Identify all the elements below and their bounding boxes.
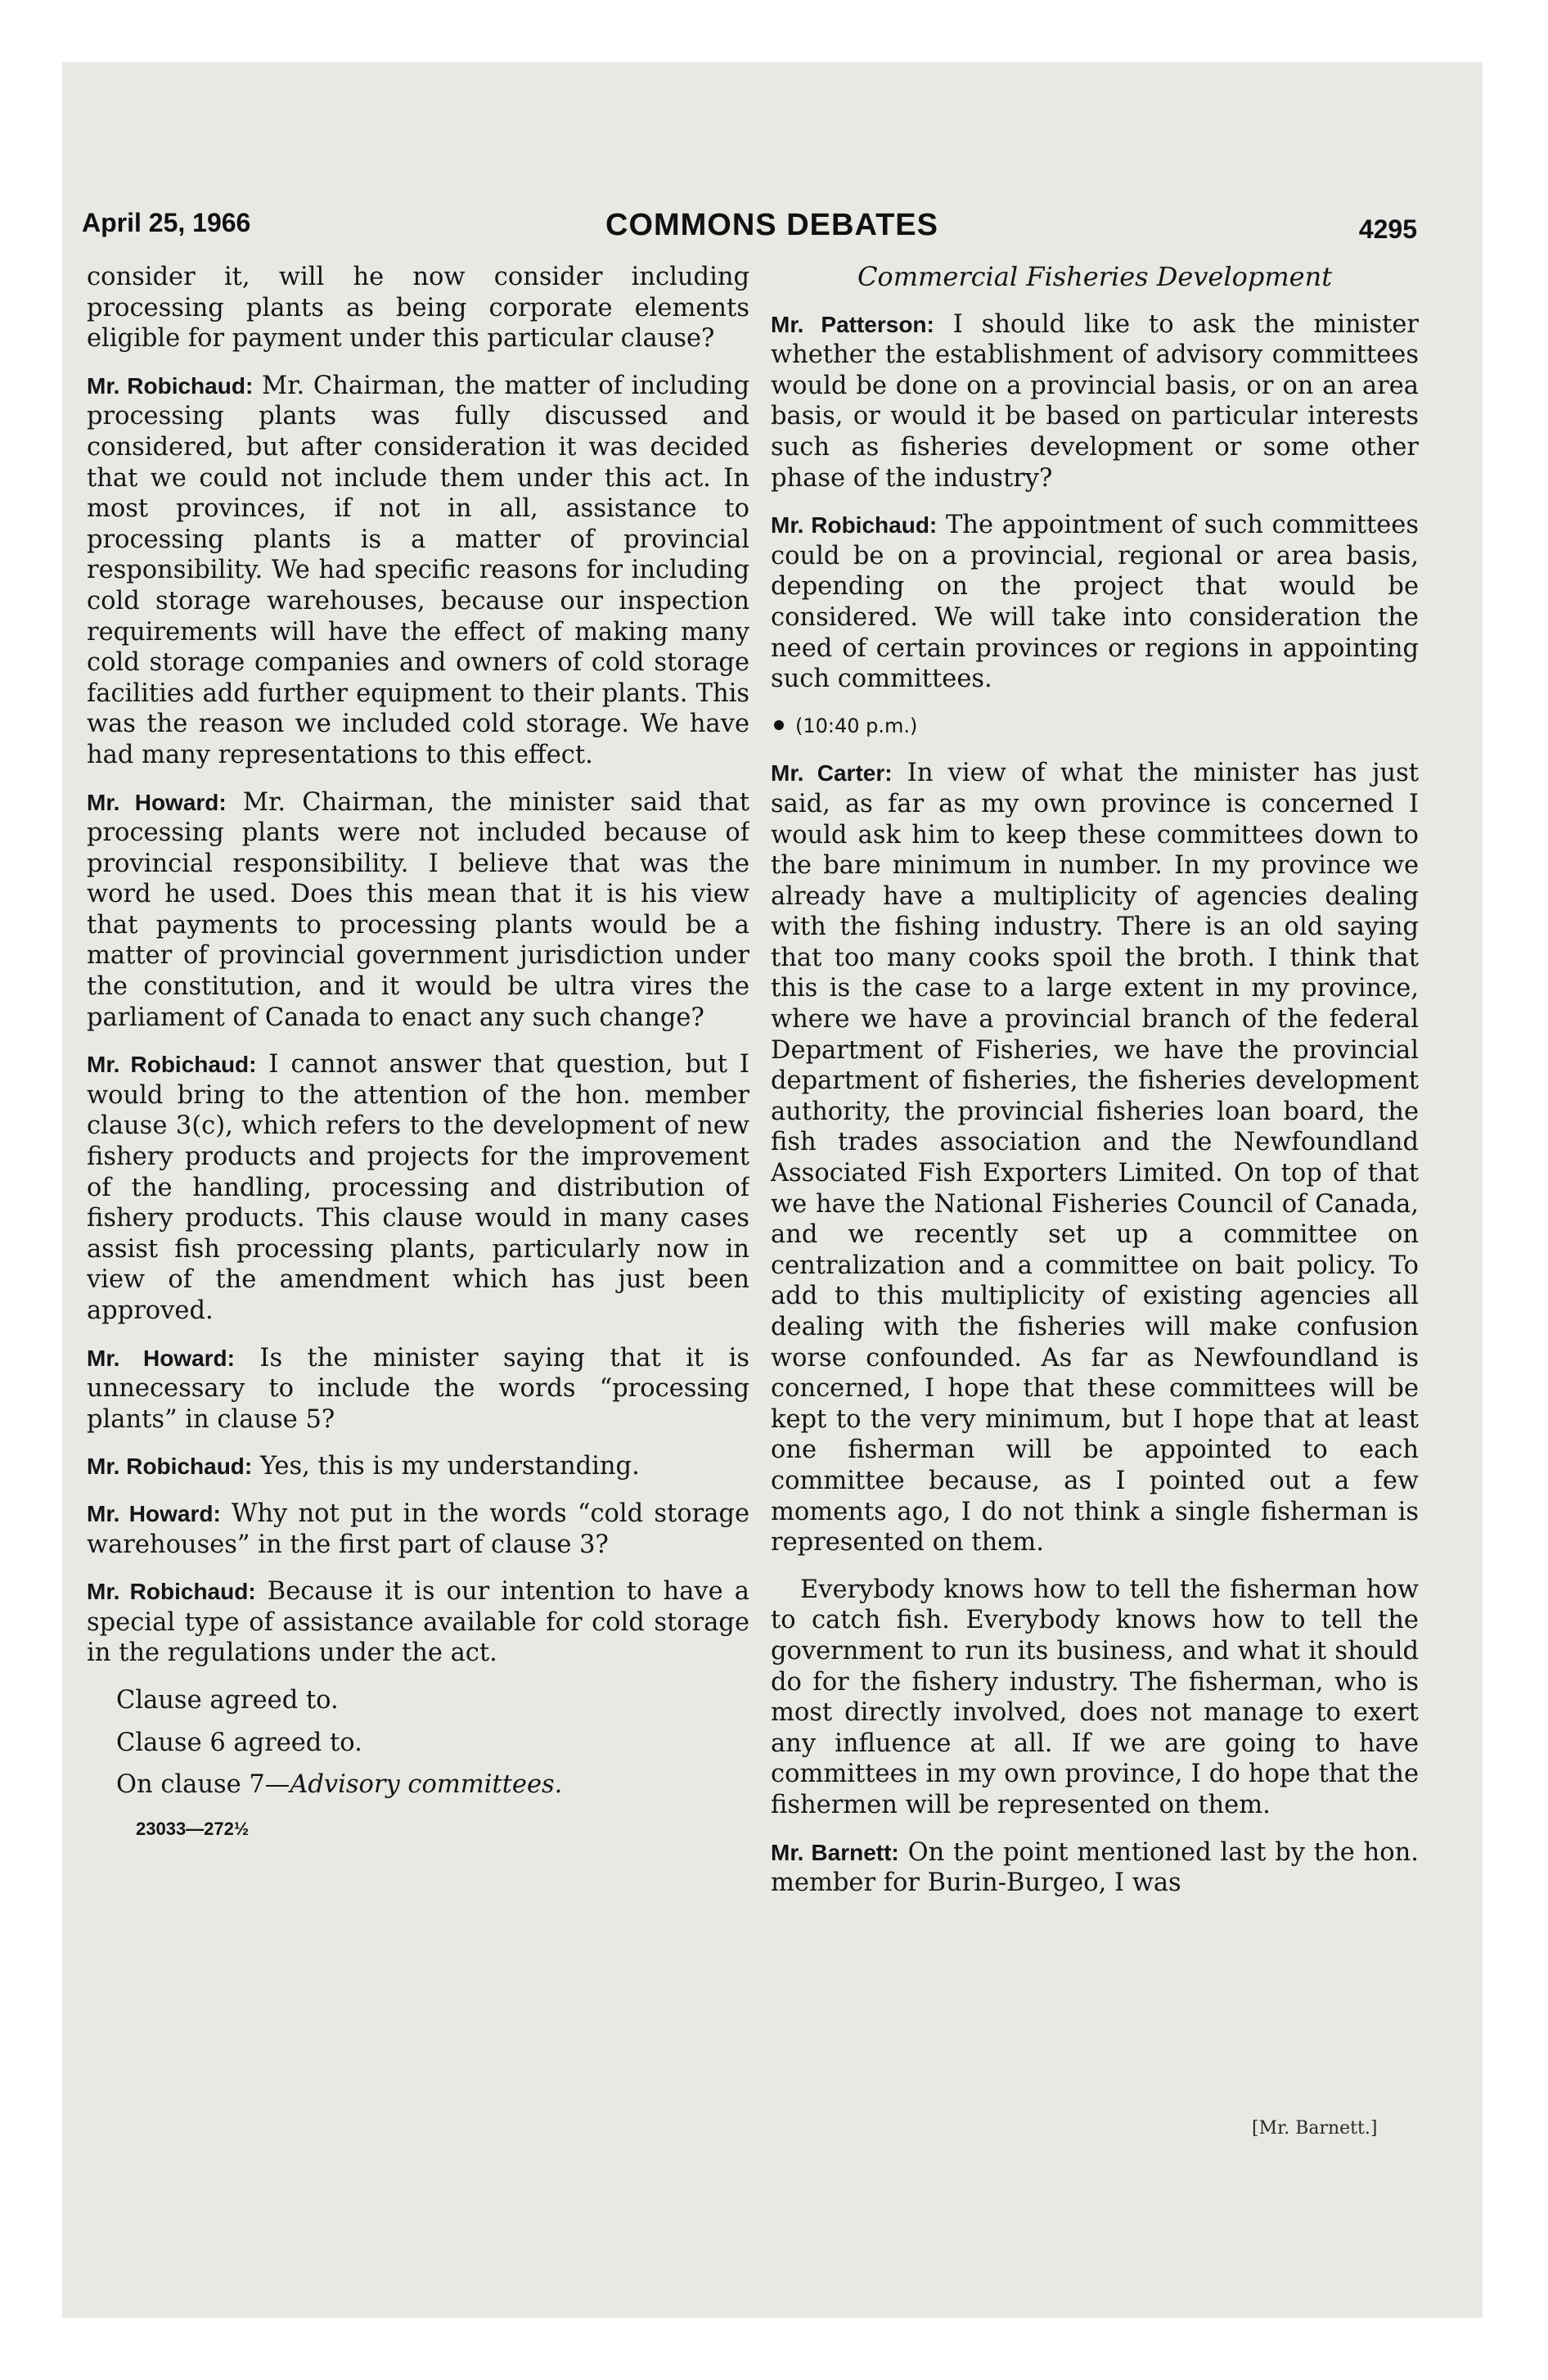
paragraph: Everybody knows how to tell the fisherman how to catch fish. Everybody knows how to tell the government to run its business, and what it should do for the fishery industry. The fisherman, who is most directly involved, does not manage to exert any influence at all. If we are going to have committees in my own province, I do hope that the fishermen will be represented on them. <box>771 1575 1419 1819</box>
speaker-name: Mr. Carter: <box>771 760 893 787</box>
speech-text: Because it is our intention to have a special type of assistance available for cold storage in the regulations under the act. <box>87 1577 749 1668</box>
speech <box>87 787 749 1034</box>
speech-text: Is the minister saying that it is unnecessary to include the words “processing plants” in clause 5? <box>87 1343 749 1434</box>
speaker-name: Mr. Robichaud: <box>87 1052 257 1078</box>
running-footer: [Mr. Barnett.] <box>1252 2118 1378 2139</box>
speaker-name: Mr. Patterson: <box>771 311 934 337</box>
footnote-ref-text: 23033—272½ <box>136 1818 250 1839</box>
speech <box>771 758 1419 1557</box>
speech-text: On the point mentioned last by the hon. member for Burin-Burgeo, I was <box>771 1837 1419 1898</box>
speech-text: Mr. Chairman, the minister said that processing plants were not included because of provincial responsibility. I believe that was the word he used. Does this mean that it is his view that payments to processing plants would be a matter of provincial government jurisdiction under the constitution, and it would be ultra vires the parliament of Canada to enact any such change? <box>87 787 749 1032</box>
speech <box>771 1837 1419 1899</box>
speech <box>771 309 1419 494</box>
on-clause-7-title: Advisory committees. <box>290 1770 563 1800</box>
speech-text: Yes, this is my understanding. <box>252 1452 640 1481</box>
speech <box>87 1451 749 1482</box>
page-header <box>82 208 1424 257</box>
header-date: April 25, 1966 <box>82 208 251 237</box>
footnote-reference <box>87 1812 749 1845</box>
on-clause-7 <box>116 1769 749 1801</box>
speaker-name: Mr. Robichaud: <box>87 372 254 399</box>
speaker-name: Mr. Howard: <box>87 1345 235 1371</box>
speech <box>87 1576 749 1669</box>
time-stamp <box>771 711 1419 742</box>
speaker-name: Mr. Robichaud: <box>87 1579 256 1605</box>
on-clause-7-prefix: On clause 7— <box>116 1770 290 1800</box>
clause-6-agreed: Clause 6 agreed to. <box>116 1728 362 1757</box>
paragraph: consider it, will he now consider including processing plants as being corporate elements eligible for payment under this particular clause? <box>87 263 749 354</box>
speaker-name: Mr. Robichaud: <box>87 1454 253 1480</box>
header-page-number: 4295 <box>1358 214 1417 244</box>
speech <box>87 1049 749 1326</box>
speech-text: Why not put in the words “cold storage warehouses” in the first part of clause 3? <box>87 1499 749 1559</box>
bullet-icon <box>774 720 784 730</box>
speech-text: I should like to ask the minister whether the establishment of advisory committees would be done on a provincial basis, or on an area basis, or would it be based on particular interests such as fisheries development or some other phase of the industry? <box>771 309 1419 493</box>
time-stamp-text: (10:40 p.m.) <box>795 714 918 737</box>
speech <box>87 371 749 771</box>
speaker-name: Mr. Barnett: <box>771 1839 899 1865</box>
clause-agreed: Clause agreed to. <box>116 1685 339 1715</box>
speech-text: I cannot answer that question, but I would bring to the attention of the hon. member clause 3(c), which refers to the development of new fishery products and projects for the improvement of the handling, processing and distribution of fishery products. This clause would in many cases assist fish processing plants, particularly now in view of the amendment which has just been approved. <box>87 1050 749 1325</box>
speech <box>87 1343 749 1436</box>
speech-text: Mr. Chairman, the matter of including processing plants was fully discussed and considered, but after consideration it was decided that we could not include them under this act. In most provinces, if not in all, assistance to processing plants is a matter of provincial responsibility. We had specific reasons for including cold storage warehouses, because our inspection requirements will have the effect of making many cold storage companies and owners of cold storage facilities add further equipment to their plants. This was the reason we included cold storage. We have had many representations to this effect. <box>87 371 749 769</box>
speaker-name: Mr. Howard: <box>87 1500 221 1526</box>
speaker-name: Mr. Howard: <box>87 789 227 815</box>
speaker-name: Mr. Robichaud: <box>771 512 938 539</box>
speech-text: In view of what the minister has just said, as far as my own province is concerned I would ask him to keep these committees down to the bare minimum in number. In my province we already have a multiplicity of agencies dealing with the fishing industry. There is an old saying that too many cooks spoil the broth. I think that this is the case to a large extent in my province, where we have a provincial branch of the federal Department of Fisheries, we have the provincial department of fisheries, the fisheries development authority, the provincial fisheries loan board, the fish trades association and the Newfoundland Associated Fish Exporters Limited. On top of that we have the National Fisheries Council of Canada, and we recently set up a committee on centralization and a committee on bait policy. To add to this multiplicity of existing agencies all dealing with the fisheries will make confusion worse confounded. As far as Newfoundland is concerned, I hope that these committees will be kept to the very minimum, but I hope that at least one fisherman will be appointed to each committee because, as I pointed out a few moments ago, I do not think a single fisherman is represented on them. <box>771 759 1419 1557</box>
speech-text: The appointment of such committees could be on a provincial, regional or area basis, depending on the project that would be considered. We will take into consideration the need of certain provinces or regions in appointing such committees. <box>771 511 1419 694</box>
left-column <box>87 262 749 2144</box>
speech <box>87 1499 749 1560</box>
section-title: Commercial Fisheries Development <box>857 262 1333 292</box>
speech <box>771 510 1419 695</box>
right-column <box>771 262 1419 2144</box>
header-journal-title: COMMONS DEBATES <box>605 208 938 242</box>
